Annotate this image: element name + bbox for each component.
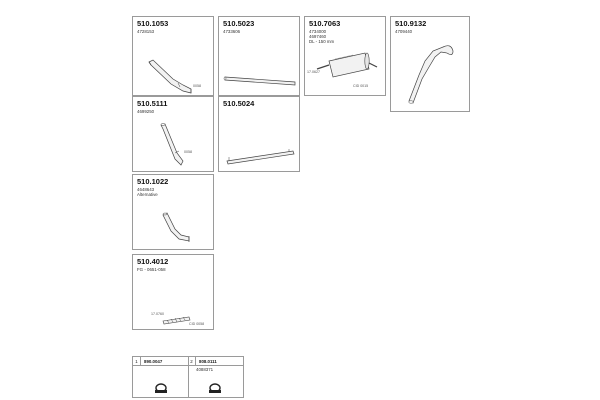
part-label: 17.0627: [307, 70, 320, 74]
straight-pipe-icon: [219, 17, 301, 97]
part-label: 17.0760: [151, 312, 164, 316]
part-card-510-5023[interactable]: [218, 16, 300, 96]
straight-pipe-icon: [219, 97, 301, 173]
part-card-510-7063[interactable]: [304, 16, 386, 96]
part-code-alt: 4697460: [309, 34, 327, 39]
part-card-510-1022[interactable]: [132, 174, 214, 250]
part-card-510-9132[interactable]: [390, 16, 470, 112]
exhaust-pipe-bend-icon: [133, 17, 215, 97]
accessory-header-2: 2 808.0111: [188, 357, 243, 366]
part-code: 4709440: [395, 29, 413, 34]
accessory-part-number: 808.0111: [199, 359, 217, 364]
part-label: CID 0015: [353, 84, 369, 88]
part-note: Alternative: [137, 192, 158, 197]
part-card-510-5111[interactable]: [132, 96, 214, 172]
part-number: 510.4012: [137, 257, 169, 266]
part-label: 0058: [193, 84, 201, 88]
part-number: 510.9132: [395, 19, 427, 28]
accessory-code: 4088371: [196, 367, 214, 372]
exhaust-pipe-bend-icon: [133, 97, 215, 173]
accessory-header-1: 1 890.0047: [133, 357, 188, 366]
accessory-icons: [133, 357, 243, 397]
silencer-icon: [305, 17, 387, 97]
accessory-part-number: 890.0047: [144, 359, 163, 364]
clamp-icon: [155, 384, 167, 393]
part-card-510-1053[interactable]: [132, 16, 214, 96]
part-code: 4733606: [223, 29, 241, 34]
part-card-510-5024[interactable]: [218, 96, 300, 172]
part-number: 510.7063: [309, 19, 341, 28]
part-code: 4699250: [137, 109, 155, 114]
part-code: 4728153: [137, 29, 155, 34]
tailpipe-bend-icon: [391, 17, 471, 113]
clamp-icon: [209, 384, 221, 393]
flexible-pipe-icon: [133, 255, 215, 331]
part-card-510-4012[interactable]: [132, 254, 214, 330]
part-number: 510.5111: [137, 99, 168, 108]
exhaust-pipe-bend-icon: [133, 175, 215, 251]
part-number: 510.1053: [137, 19, 169, 28]
part-number: 510.5023: [223, 19, 255, 28]
part-number: 510.5024: [223, 99, 255, 108]
part-dimension: DL - 150 mm: [309, 39, 335, 44]
part-code: 4648643: [137, 187, 155, 192]
part-number: 510.1022: [137, 177, 169, 186]
part-label: 0058: [184, 150, 192, 154]
part-code: 4734000: [309, 29, 327, 34]
part-note: FG - 0651-058: [137, 267, 166, 272]
part-label: CID 0058: [189, 322, 205, 326]
accessory-table: [132, 356, 244, 398]
